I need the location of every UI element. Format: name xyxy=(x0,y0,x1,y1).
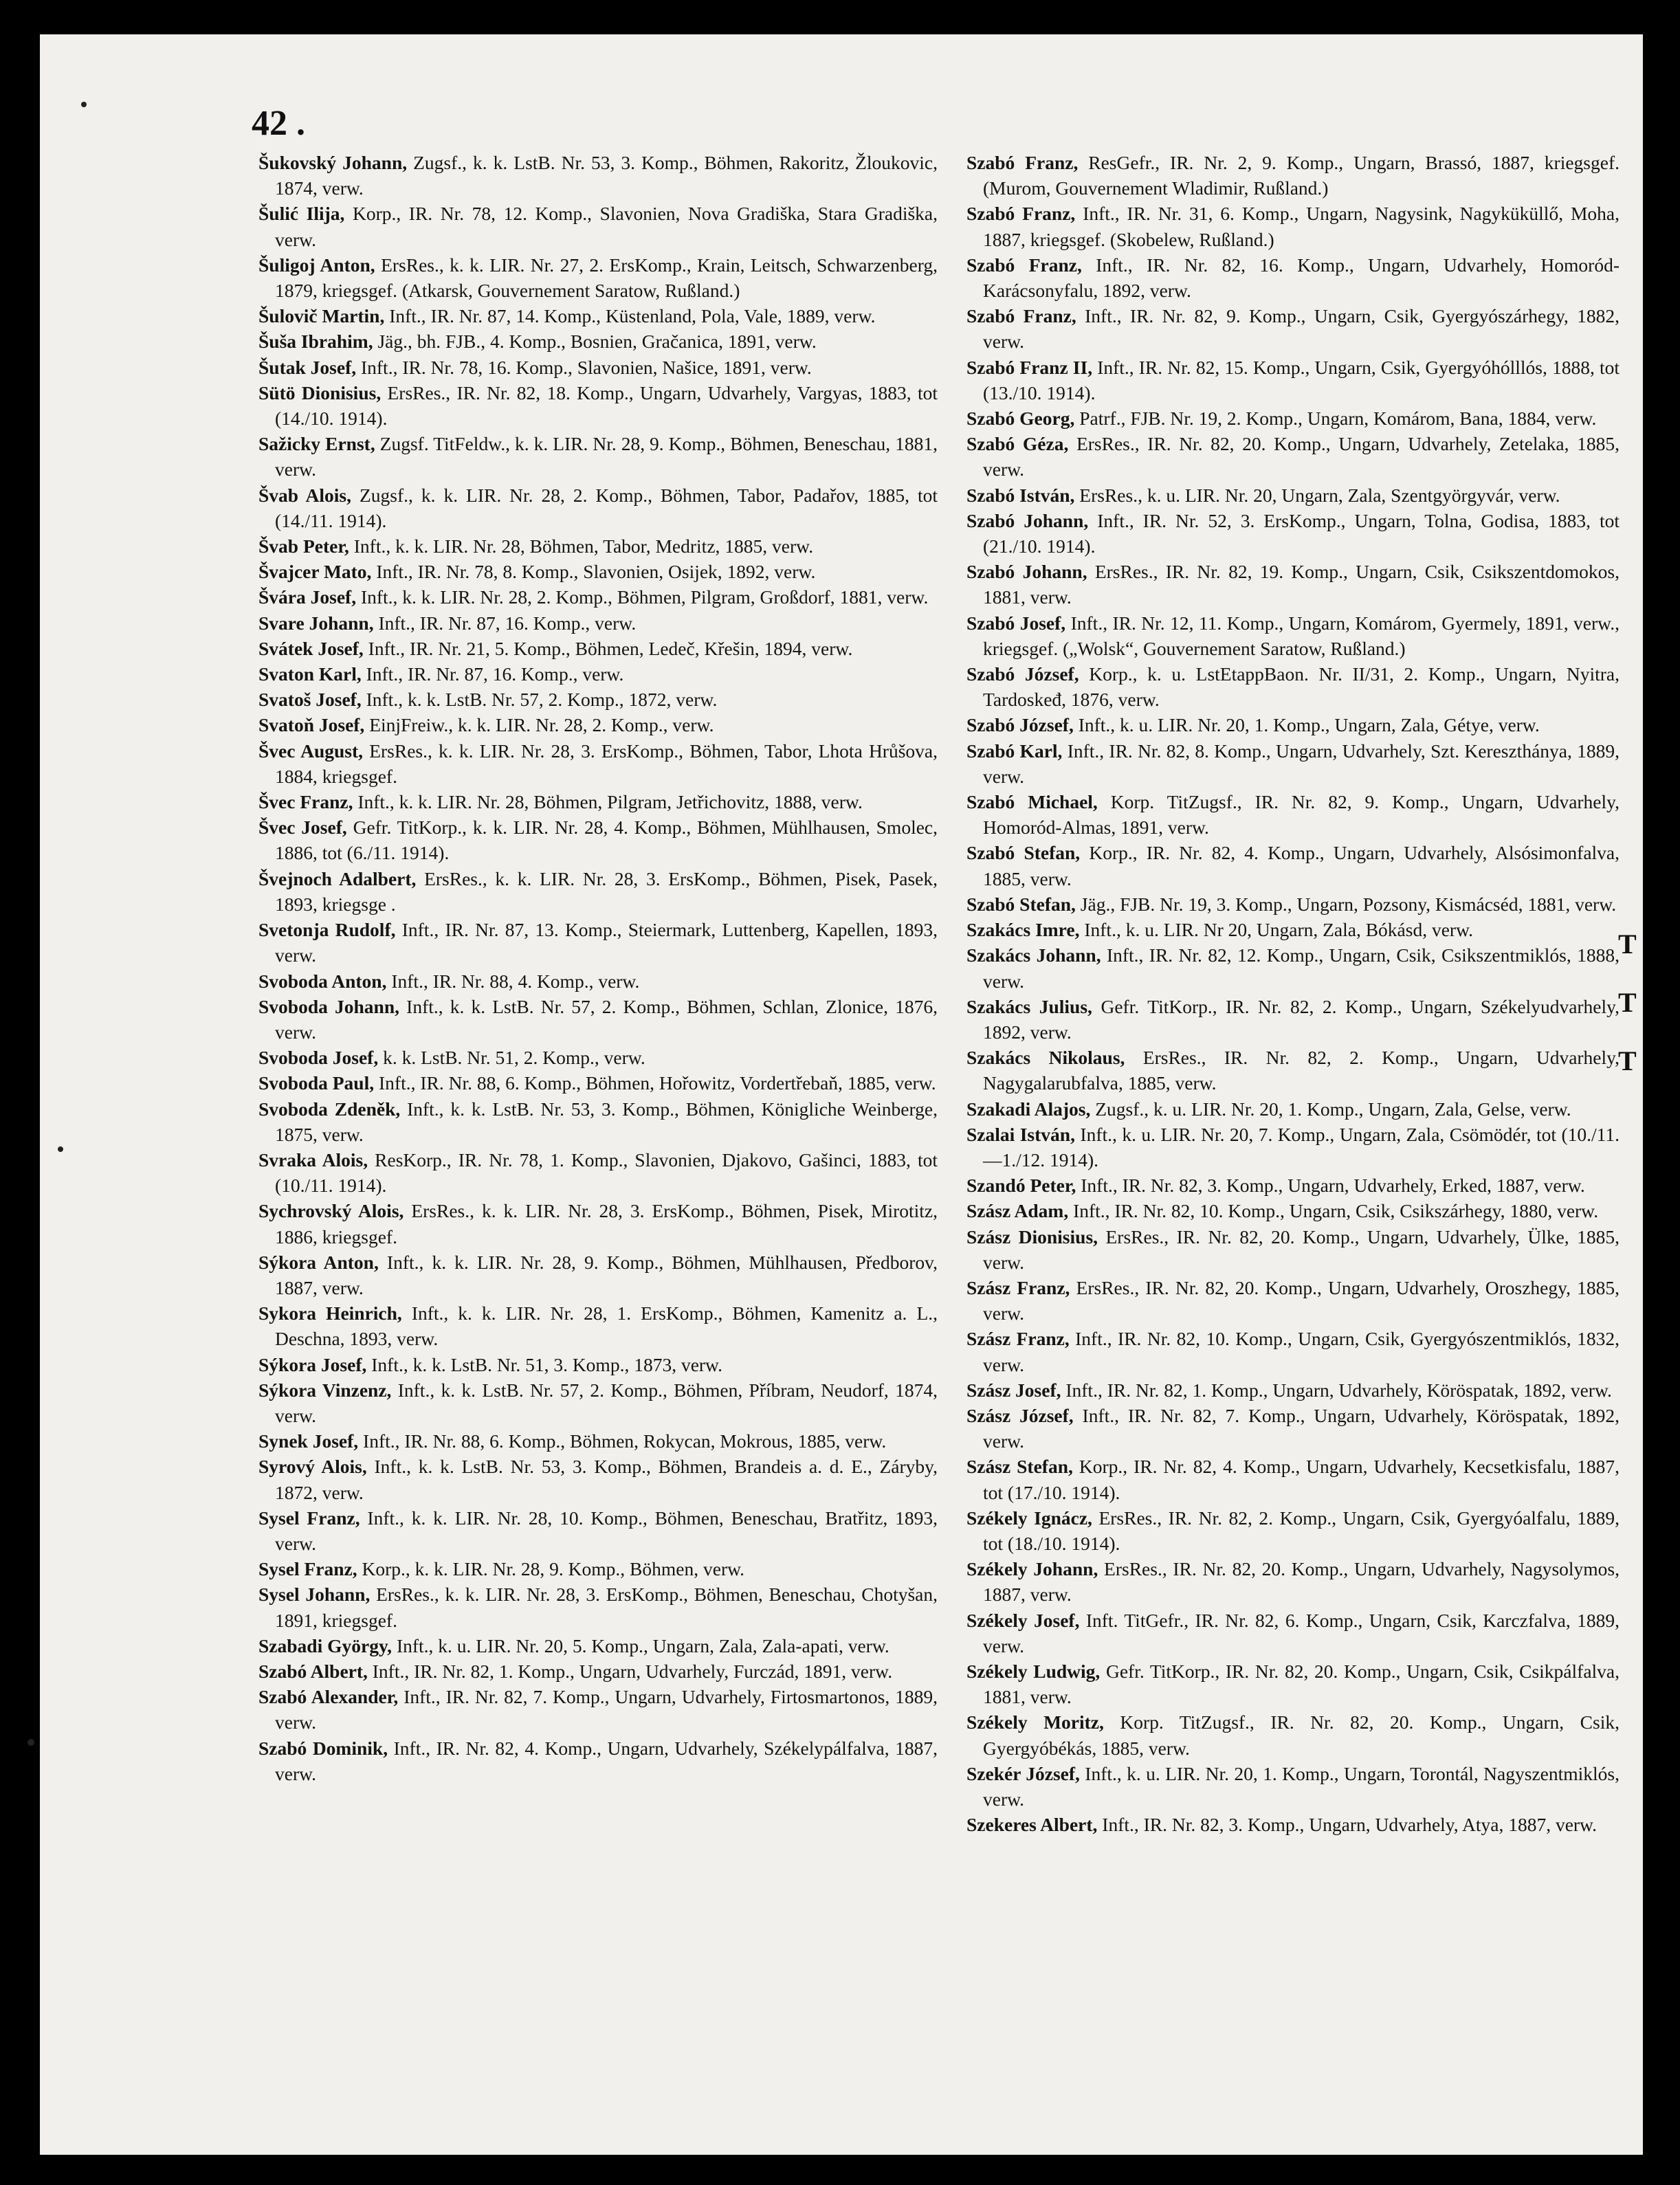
entry-details: ErsRes., k. k. LIR. Nr. 28, 3. ErsKomp., Böhmen, Pisek, Pasek, 1893, kriegsge . xyxy=(275,867,938,915)
entry-name: Syrový Alois, xyxy=(258,1456,367,1478)
entry-name: Svatoš Josef, xyxy=(258,689,362,711)
entry-name: Švab Peter, xyxy=(258,535,349,557)
register-entry xyxy=(258,1377,938,1428)
entry-details: Inft., IR. Nr. 82, 15. Komp., Ungarn, Csik, Gyergyóhólllós, 1888, tot (13./10. 1914). xyxy=(983,356,1620,403)
register-entry xyxy=(258,866,938,917)
entry-name: Szabó Alexander, xyxy=(258,1686,399,1708)
entry-details: Inft., IR. Nr. 82, 9. Komp., Ungarn, Csik, Gyergyószárhegy, 1882, verw. xyxy=(983,305,1620,353)
entry-name: Szekeres Albert, xyxy=(966,1814,1098,1836)
entry-details: Inft., IR. Nr. 31, 6. Komp., Ungarn, Nagysink, Nagyküküllő, Moha, 1887, kriegsgef. (Skobelew, Rußland.) xyxy=(983,203,1620,250)
entry-name: Szabó Géza, xyxy=(966,433,1069,455)
entry-details: Korp., IR. Nr. 82, 4. Komp., Ungarn, Udvarhely, Alsósimonfalva, 1885, verw. xyxy=(983,842,1620,889)
entry-name: Svatoň Josef, xyxy=(258,714,365,736)
register-entry xyxy=(966,1275,1620,1326)
entry-details: ErsRes., k. k. LIR. Nr. 28, 3. ErsKomp., Böhmen, Pisek, Mirotitz, 1886, kriegsgef. xyxy=(275,1200,938,1247)
register-entry xyxy=(258,917,938,968)
entry-details: ErsRes., IR. Nr. 82, 20. Komp., Ungarn, Udvarhely, Oroszhegy, 1885, verw. xyxy=(983,1276,1620,1324)
register-entry xyxy=(966,1556,1620,1607)
entry-details: Inft., IR. Nr. 78, 8. Komp., Slavonien, Osijek, 1892, verw. xyxy=(371,561,816,583)
entry-details: Jäg., bh. FJB., 4. Komp., Bosnien, Gračanica, 1891, verw. xyxy=(373,331,817,353)
entry-name: Švec August, xyxy=(258,740,364,762)
entry-details: ErsRes., k. k. LIR. Nr. 27, 2. ErsKomp., Krain, Leitsch, Schwarzenberg, 1879, kriegsgef. (Atkarsk, Gouvernement Saratow, Rußland.) xyxy=(275,254,938,302)
entry-details: Inft., IR. Nr. 78, 16. Komp., Slavonien, Našice, 1891, verw. xyxy=(356,356,812,378)
entry-details: ErsRes., IR. Nr. 82, 20. Komp., Ungarn, Udvarhely, Ülke, 1885, verw. xyxy=(983,1225,1620,1273)
entry-name: Szabó Stefan, xyxy=(966,842,1081,864)
entry-name: Šutak Josef, xyxy=(258,356,357,378)
register-entry xyxy=(966,483,1620,508)
entry-details: Inft., IR. Nr. 88, 4. Komp., verw. xyxy=(386,970,640,992)
register-entry xyxy=(258,636,938,661)
register-entry xyxy=(258,483,938,533)
cut-off-right-edge-text xyxy=(1618,928,1639,1103)
entry-details: Zugsf., k. u. LIR. Nr. 20, 1. Komp., Ungarn, Zala, Gelse, verw. xyxy=(1090,1098,1571,1120)
register-entry xyxy=(258,687,938,712)
entry-name: Svoboda Paul, xyxy=(258,1072,375,1094)
entry-name: Szabó Albert, xyxy=(258,1660,368,1682)
register-entry xyxy=(966,1096,1620,1122)
register-entry xyxy=(966,1659,1620,1709)
entry-name: Šulić Ilija, xyxy=(258,203,345,225)
entry-name: Švára Josef, xyxy=(258,586,357,608)
entry-name: Szabó József, xyxy=(966,663,1079,685)
register-entry xyxy=(966,559,1620,610)
register-entry xyxy=(966,1505,1620,1556)
register-entry xyxy=(966,891,1620,917)
scan-speck xyxy=(27,1739,34,1746)
entry-details: Patrf., FJB. Nr. 19, 2. Komp., Ungarn, Komárom, Bana, 1884, verw. xyxy=(1074,408,1597,430)
left-column xyxy=(258,150,938,1786)
register-entry xyxy=(966,1608,1620,1659)
register-entry xyxy=(258,201,938,252)
entry-details: Zugsf., k. k. LIR. Nr. 28, 2. Komp., Böhmen, Tabor, Padařov, 1885, tot (14./11. 1914). xyxy=(275,484,938,531)
entry-details: Gefr. TitKorp., IR. Nr. 82, 2. Komp., Ungarn, Székelyudvarhely, 1892, verw. xyxy=(983,995,1620,1043)
entry-details: Inft., k. u. LIR. Nr. 20, 1. Komp., Ungarn, Zala, Gétye, verw. xyxy=(1073,714,1540,736)
register-entry xyxy=(258,1505,938,1556)
entry-details: Korp., k. u. LstEtappBaon. Nr. II/31, 2. Komp., Ungarn, Nyitra, Tardoskeđ, 1876, verw. xyxy=(983,663,1620,711)
entry-details: Inft. TitGefr., IR. Nr. 82, 6. Komp., Ungarn, Csik, Karczfalva, 1889, verw. xyxy=(983,1609,1620,1656)
entry-name: Székely Moritz, xyxy=(966,1711,1104,1733)
entry-name: Švec Josef, xyxy=(258,817,347,839)
entry-name: Svoboda Johann, xyxy=(258,995,400,1017)
register-entry xyxy=(258,1684,938,1735)
entry-details: Inft., IR. Nr. 82, 10. Komp., Ungarn, Csik, Gyergyószentmiklós, 1832, verw. xyxy=(983,1328,1620,1375)
entry-name: Székely Josef, xyxy=(966,1609,1080,1631)
entry-details: ErsRes., k. u. LIR. Nr. 20, Ungarn, Zala, Szentgyörgyvár, verw. xyxy=(1074,484,1560,506)
register-entry xyxy=(258,1735,938,1786)
entry-details: Inft., k. k. LstB. Nr. 51, 3. Komp., 1873, verw. xyxy=(366,1353,723,1375)
register-entry xyxy=(258,712,938,737)
entry-details: Inft., IR. Nr. 21, 5. Komp., Böhmen, Ledeč, Křešin, 1894, verw. xyxy=(363,637,853,659)
register-entry xyxy=(258,814,938,865)
entry-name: Szász Stefan, xyxy=(966,1456,1073,1478)
entry-name: Švec Franz, xyxy=(258,791,353,813)
register-entry xyxy=(258,968,938,994)
entry-details: ErsRes., IR. Nr. 82, 2. Komp., Ungarn, Udvarhely, Nagygalarubfalva, 1885, verw. xyxy=(983,1047,1620,1094)
register-entry xyxy=(966,661,1620,712)
entry-details: Inft., k. u. LIR. Nr 20, Ungarn, Zala, Bókásd, verw. xyxy=(1079,919,1474,941)
register-entry xyxy=(966,201,1620,252)
entry-name: Šukovský Johann, xyxy=(258,152,408,173)
entry-details: Inft., IR. Nr. 87, 16. Komp., verw. xyxy=(361,663,624,685)
entry-details: ResGefr., IR. Nr. 2, 9. Komp., Ungarn, Brassó, 1887, kriegsgef. (Murom, Gouvernement Wladimir, Rußland.) xyxy=(983,152,1620,199)
register-entry xyxy=(966,994,1620,1045)
entry-name: Švejnoch Adalbert, xyxy=(258,867,417,889)
entry-name: Sykora Heinrich, xyxy=(258,1302,402,1324)
entry-details: Inft., k. k. LIR. Nr. 28, 1. ErsKomp., Böhmen, Kamenitz a. L., Deschna, 1893, verw. xyxy=(275,1302,938,1350)
edge-letter: T xyxy=(1618,929,1637,960)
entry-details: Inft., IR. Nr. 82, 10. Komp., Ungarn, Csik, Csikszárhegy, 1880, verw. xyxy=(1068,1200,1599,1222)
entry-details: ErsRes., IR. Nr. 82, 18. Komp., Ungarn, Udvarhely, Vargyas, 1883, tot (14./10. 1914). xyxy=(275,381,938,430)
entry-name: Šulovič Martin, xyxy=(258,305,385,327)
entry-details: Inft., k. k. LstB. Nr. 57, 2. Komp., Böhmen, Příbram, Neudorf, 1874, verw. xyxy=(275,1379,938,1426)
entry-name: Szász Franz, xyxy=(966,1328,1070,1350)
register-entry xyxy=(966,840,1620,891)
entry-details: Inft., IR. Nr. 88, 6. Komp., Böhmen, Hořowitz, Vordertřebaň, 1885, verw. xyxy=(374,1072,936,1094)
register-entry xyxy=(966,1173,1620,1198)
entry-details: Inft., k. u. LIR. Nr. 20, 5. Komp., Ungarn, Zala, Zala-apati, verw. xyxy=(392,1634,889,1656)
register-entry xyxy=(966,1454,1620,1505)
entry-details: ErsRes., IR. Nr. 82, 19. Komp., Ungarn, Csik, Csikszentdomokos, 1881, verw. xyxy=(983,561,1620,608)
scan-speck xyxy=(81,102,87,107)
entry-details: Gefr. TitKorp., k. k. LIR. Nr. 28, 4. Komp., Böhmen, Mühlhausen, Smolec, 1886, tot (6./11. 1914). xyxy=(275,817,938,864)
entry-details: Zugsf. TitFeldw., k. k. LIR. Nr. 28, 9. Komp., Böhmen, Beneschau, 1881, verw. xyxy=(275,433,938,480)
register-entry xyxy=(258,252,938,303)
register-entry xyxy=(966,150,1620,201)
register-entry xyxy=(258,1096,938,1147)
entry-details: Inft., IR. Nr. 82, 1. Komp., Ungarn, Udvarhely, Köröspatak, 1892, verw. xyxy=(1061,1379,1612,1401)
register-entry xyxy=(966,431,1620,482)
entry-details: Jäg., FJB. Nr. 19, 3. Komp., Ungarn, Pozsony, Kismácséd, 1881, verw. xyxy=(1075,893,1617,915)
entry-name: Sychrovský Alois, xyxy=(258,1200,404,1222)
entry-name: Svare Johann, xyxy=(258,612,374,634)
entry-name: Švajcer Mato, xyxy=(258,561,372,583)
entry-name: Synek Josef, xyxy=(258,1430,359,1452)
register-entry xyxy=(966,738,1620,789)
entry-details: k. k. LstB. Nr. 51, 2. Komp., verw. xyxy=(378,1047,645,1069)
register-entry xyxy=(258,661,938,687)
entry-details: Inft., IR. Nr. 82, 16. Komp., Ungarn, Udvarhely, Homoród-Karácsonyfalu, 1892, verw. xyxy=(983,254,1620,302)
entry-name: Szabó Karl, xyxy=(966,740,1063,762)
register-entry xyxy=(258,738,938,789)
register-entry xyxy=(258,1633,938,1659)
entry-details: Gefr. TitKorp., IR. Nr. 82, 20. Komp., Ungarn, Csik, Csikpálfalva, 1881, verw. xyxy=(983,1660,1620,1708)
register-entry xyxy=(258,431,938,482)
entry-name: Šuša Ibrahim, xyxy=(258,331,373,353)
entry-name: Svetonja Rudolf, xyxy=(258,919,396,941)
entry-details: Korp. TitZugsf., IR. Nr. 82, 9. Komp., Ungarn, Udvarhely, Homoród-Almas, 1891, verw. xyxy=(983,791,1620,839)
entry-name: Svoboda Josef, xyxy=(258,1047,379,1069)
register-entry xyxy=(258,150,938,201)
register-entry xyxy=(966,508,1620,559)
entry-details: ErsRes., IR. Nr. 82, 2. Komp., Ungarn, Csik, Gyergyóalfalu, 1889, tot (18./10. 1914). xyxy=(983,1507,1620,1554)
register-entry xyxy=(258,329,938,354)
entry-name: Szalai István, xyxy=(966,1123,1075,1145)
entry-name: Szakács Johann, xyxy=(966,944,1101,966)
entry-details: Inft., k. k. LIR. Nr. 28, Böhmen, Pilgram, Jetřichovitz, 1888, verw. xyxy=(353,791,863,813)
entry-details: Korp., IR. Nr. 78, 12. Komp., Slavonien, Nova Gradiška, Stara Gradiška, verw. xyxy=(275,203,938,250)
edge-letter: T xyxy=(1618,1045,1637,1076)
entry-details: Inft., k. k. LstB. Nr. 57, 2. Komp., 1872, verw. xyxy=(361,689,718,711)
entry-details: Inft., k. k. LstB. Nr. 57, 2. Komp., Böhmen, Schlan, Zlonice, 1876, verw. xyxy=(275,995,938,1043)
entry-details: ErsRes., k. k. LIR. Nr. 28, 3. ErsKomp., Böhmen, Tabor, Lhota Hrůšova, 1884, kriegsgef. xyxy=(275,740,938,787)
entry-name: Szász Adam, xyxy=(966,1200,1069,1222)
register-entry xyxy=(258,1582,938,1632)
entry-details: Inft., k. k. LIR. Nr. 28, 2. Komp., Böhmen, Pilgram, Großdorf, 1881, verw. xyxy=(356,586,929,608)
entry-name: Sažicky Ernst, xyxy=(258,433,375,455)
entry-name: Székely Johann, xyxy=(966,1558,1098,1580)
entry-details: Korp., IR. Nr. 82, 4. Komp., Ungarn, Udvarhely, Kecsetkisfalu, 1887, tot (17./10. 1914). xyxy=(983,1456,1620,1503)
register-entry xyxy=(966,406,1620,431)
register-entry xyxy=(966,1224,1620,1275)
right-column xyxy=(966,150,1620,1837)
entry-details: Korp. TitZugsf., IR. Nr. 82, 20. Komp., Ungarn, Csik, Gyergyóbékás, 1885, verw. xyxy=(983,1711,1620,1759)
entry-details: Zugsf., k. k. LstB. Nr. 53, 3. Komp., Böhmen, Rakoritz, Žloukovic, 1874, verw. xyxy=(275,152,938,199)
register-entry xyxy=(966,1709,1620,1760)
register-entry xyxy=(258,1454,938,1505)
entry-details: ErsRes., IR. Nr. 82, 20. Komp., Ungarn, Udvarhely, Zetelaka, 1885, verw. xyxy=(983,433,1620,480)
edge-letter: T xyxy=(1618,987,1637,1018)
entry-details: Korp., k. k. LIR. Nr. 28, 9. Komp., Böhmen, verw. xyxy=(357,1558,745,1580)
entry-details: Inft., IR. Nr. 82, 12. Komp., Ungarn, Csik, Csikszentmiklós, 1888, verw. xyxy=(983,944,1620,992)
register-entry xyxy=(966,1403,1620,1454)
entry-name: Szabó Georg, xyxy=(966,408,1075,430)
entry-name: Szekér József, xyxy=(966,1762,1080,1784)
register-entry xyxy=(258,380,938,431)
entry-details: Inft., IR. Nr. 87, 14. Komp., Küstenland, Pola, Vale, 1889, verw. xyxy=(384,305,876,327)
entry-details: Inft., k. u. LIR. Nr. 20, 7. Komp., Ungarn, Zala, Csömödér, tot (10./11.—1./12. 1914). xyxy=(983,1123,1620,1171)
entry-details: Inft., IR. Nr. 88, 6. Komp., Böhmen, Rokycan, Mokrous, 1885, verw. xyxy=(358,1430,887,1452)
entry-name: Szabó Franz II, xyxy=(966,356,1093,378)
entry-name: Szabó Michael, xyxy=(966,791,1098,813)
scanned-page xyxy=(40,34,1643,2155)
register-entry xyxy=(966,1045,1620,1096)
entry-details: Inft., IR. Nr. 82, 1. Komp., Ungarn, Udvarhely, Furczád, 1891, verw. xyxy=(367,1660,893,1682)
entry-name: Szabó Johann, xyxy=(966,561,1087,583)
register-entry xyxy=(966,610,1620,661)
entry-name: Sysel Johann, xyxy=(258,1584,371,1606)
register-entry xyxy=(258,994,938,1045)
entry-details: ErsRes., k. k. LIR. Nr. 28, 3. ErsKomp., Böhmen, Beneschau, Chotyšan, 1891, kriegsgef. xyxy=(275,1584,938,1631)
entry-name: Szász Dionisius, xyxy=(966,1225,1098,1247)
register-entry xyxy=(258,303,938,329)
register-entry xyxy=(258,1300,938,1351)
register-entry xyxy=(966,942,1620,993)
entry-name: Székely Ludwig, xyxy=(966,1660,1101,1682)
entry-name: Sütö Dionisius, xyxy=(258,381,382,403)
entry-name: Szabó József, xyxy=(966,714,1074,736)
register-entry xyxy=(258,559,938,584)
entry-name: Szakács Nikolaus, xyxy=(966,1047,1125,1069)
register-entry xyxy=(258,1250,938,1300)
entry-details: Inft., IR. Nr. 82, 8. Komp., Ungarn, Udvarhely, Szt. Kereszthánya, 1889, verw. xyxy=(983,740,1620,787)
entry-details: ErsRes., IR. Nr. 82, 20. Komp., Ungarn, Udvarhely, Nagysolymos, 1887, verw. xyxy=(983,1558,1620,1606)
entry-details: Inft., IR. Nr. 82, 3. Komp., Ungarn, Udvarhely, Erked, 1887, verw. xyxy=(1076,1175,1585,1197)
entry-details: EinjFreiw., k. k. LIR. Nr. 28, 2. Komp., verw. xyxy=(364,714,714,736)
entry-name: Svaton Karl, xyxy=(258,663,362,685)
entry-details: Inft., IR. Nr. 82, 4. Komp., Ungarn, Udvarhely, Székelypálfalva, 1887, verw. xyxy=(275,1737,938,1784)
entry-details: Inft., IR. Nr. 87, 16. Komp., verw. xyxy=(373,612,637,634)
entry-name: Szász Josef, xyxy=(966,1379,1061,1401)
entry-details: Inft., k. k. LIR. Nr. 28, 9. Komp., Böhmen, Mühlhausen, Předborov, 1887, verw. xyxy=(275,1251,938,1298)
entry-name: Szabó Franz, xyxy=(966,254,1082,276)
entry-details: Inft., IR. Nr. 82, 7. Komp., Ungarn, Udvarhely, Firtosmartonos, 1889, verw. xyxy=(275,1686,938,1733)
register-entry xyxy=(258,1659,938,1684)
entry-name: Szabó Josef, xyxy=(966,612,1066,634)
entry-name: Szabó Stefan, xyxy=(966,893,1076,915)
entry-details: Inft., k. k. LIR. Nr. 28, Böhmen, Tabor, Medritz, 1885, verw. xyxy=(349,535,814,557)
register-entry xyxy=(258,1070,938,1096)
register-entry xyxy=(258,584,938,610)
entry-name: Svoboda Anton, xyxy=(258,970,387,992)
register-entry xyxy=(258,610,938,636)
entry-name: Szabó Franz, xyxy=(966,305,1076,327)
entry-name: Szabó Johann, xyxy=(966,509,1089,531)
register-entry xyxy=(258,355,938,380)
entry-name: Szabadi György, xyxy=(258,1634,393,1656)
entry-name: Šuligoj Anton, xyxy=(258,254,375,276)
entry-name: Sysel Franz, xyxy=(258,1507,360,1529)
entry-name: Szakadi Alajos, xyxy=(966,1098,1091,1120)
register-entry xyxy=(966,917,1620,942)
entry-name: Sýkora Josef, xyxy=(258,1353,367,1375)
entry-name: Svoboda Zdeněk, xyxy=(258,1098,401,1120)
register-entry xyxy=(966,712,1620,737)
entry-details: Inft., IR. Nr. 82, 7. Komp., Ungarn, Udvarhely, Köröspatak, 1892, verw. xyxy=(983,1404,1620,1452)
entry-details: Inft., k. k. LIR. Nr. 28, 10. Komp., Böhmen, Beneschau, Bratřitz, 1893, verw. xyxy=(275,1507,938,1554)
register-entry xyxy=(966,789,1620,840)
register-entry xyxy=(966,1326,1620,1377)
register-entry xyxy=(258,1352,938,1377)
entry-name: Svraka Alois, xyxy=(258,1149,368,1171)
entry-details: Inft., IR. Nr. 52, 3. ErsKomp., Ungarn, Tolna, Godisa, 1883, tot (21./10. 1914). xyxy=(983,509,1620,557)
register-entry xyxy=(966,1198,1620,1223)
register-entry xyxy=(966,355,1620,406)
register-entry xyxy=(258,1198,938,1249)
entry-details: Inft., k. k. LstB. Nr. 53, 3. Komp., Böhmen, Königliche Weinberge, 1875, verw. xyxy=(275,1098,938,1145)
entry-name: Szabó Franz, xyxy=(966,152,1079,173)
entry-name: Szabó Franz, xyxy=(966,203,1076,225)
entry-name: Szabó Dominik, xyxy=(258,1737,388,1759)
entry-name: Szász Franz, xyxy=(966,1276,1070,1298)
entry-details: Inft., k. k. LstB. Nr. 53, 3. Komp., Böhmen, Brandeis a. d. E., Záryby, 1872, verw. xyxy=(275,1456,938,1503)
register-entry xyxy=(258,789,938,814)
entry-name: Švab Alois, xyxy=(258,484,352,506)
entry-details: Inft., IR. Nr. 87, 13. Komp., Steiermark, Luttenberg, Kapellen, 1893, verw. xyxy=(275,919,938,966)
register-entry xyxy=(258,1045,938,1070)
entry-name: Sýkora Anton, xyxy=(258,1251,379,1273)
entry-details: Inft., k. u. LIR. Nr. 20, 1. Komp., Ungarn, Torontál, Nagyszentmiklós, verw. xyxy=(983,1762,1620,1810)
register-entry xyxy=(966,1761,1620,1812)
register-entry xyxy=(258,1428,938,1454)
entry-name: Szandó Peter, xyxy=(966,1175,1076,1197)
entry-name: Szakács Imre, xyxy=(966,919,1080,941)
register-entry xyxy=(966,252,1620,303)
entry-name: Svátek Josef, xyxy=(258,637,364,659)
entry-name: Szász József, xyxy=(966,1404,1074,1426)
entry-name: Sysel Franz, xyxy=(258,1558,357,1580)
entry-name: Szakács Julius, xyxy=(966,995,1092,1017)
register-entry xyxy=(258,533,938,559)
page-number: 42 . xyxy=(252,104,305,143)
register-entry xyxy=(258,1147,938,1198)
entry-details: ResKorp., IR. Nr. 78, 1. Komp., Slavonien, Djakovo, Gašinci, 1883, tot (10./11. 1914). xyxy=(275,1149,938,1197)
register-entry xyxy=(966,303,1620,354)
entry-details: Inft., IR. Nr. 82, 3. Komp., Ungarn, Udvarhely, Atya, 1887, verw. xyxy=(1097,1814,1598,1836)
register-entry xyxy=(966,1812,1620,1837)
entry-details: Inft., IR. Nr. 12, 11. Komp., Ungarn, Komárom, Gyermely, 1891, verw., kriegsgef. („Wolsk“, Gouvernement Saratow, Rußland.) xyxy=(983,612,1620,659)
register-entry xyxy=(966,1377,1620,1403)
entry-name: Szabó István, xyxy=(966,484,1075,506)
entry-name: Sýkora Vinzenz, xyxy=(258,1379,392,1401)
entry-name: Székely Ignácz, xyxy=(966,1507,1092,1529)
register-entry xyxy=(966,1122,1620,1173)
register-entry xyxy=(258,1556,938,1582)
scan-speck xyxy=(58,1146,63,1152)
